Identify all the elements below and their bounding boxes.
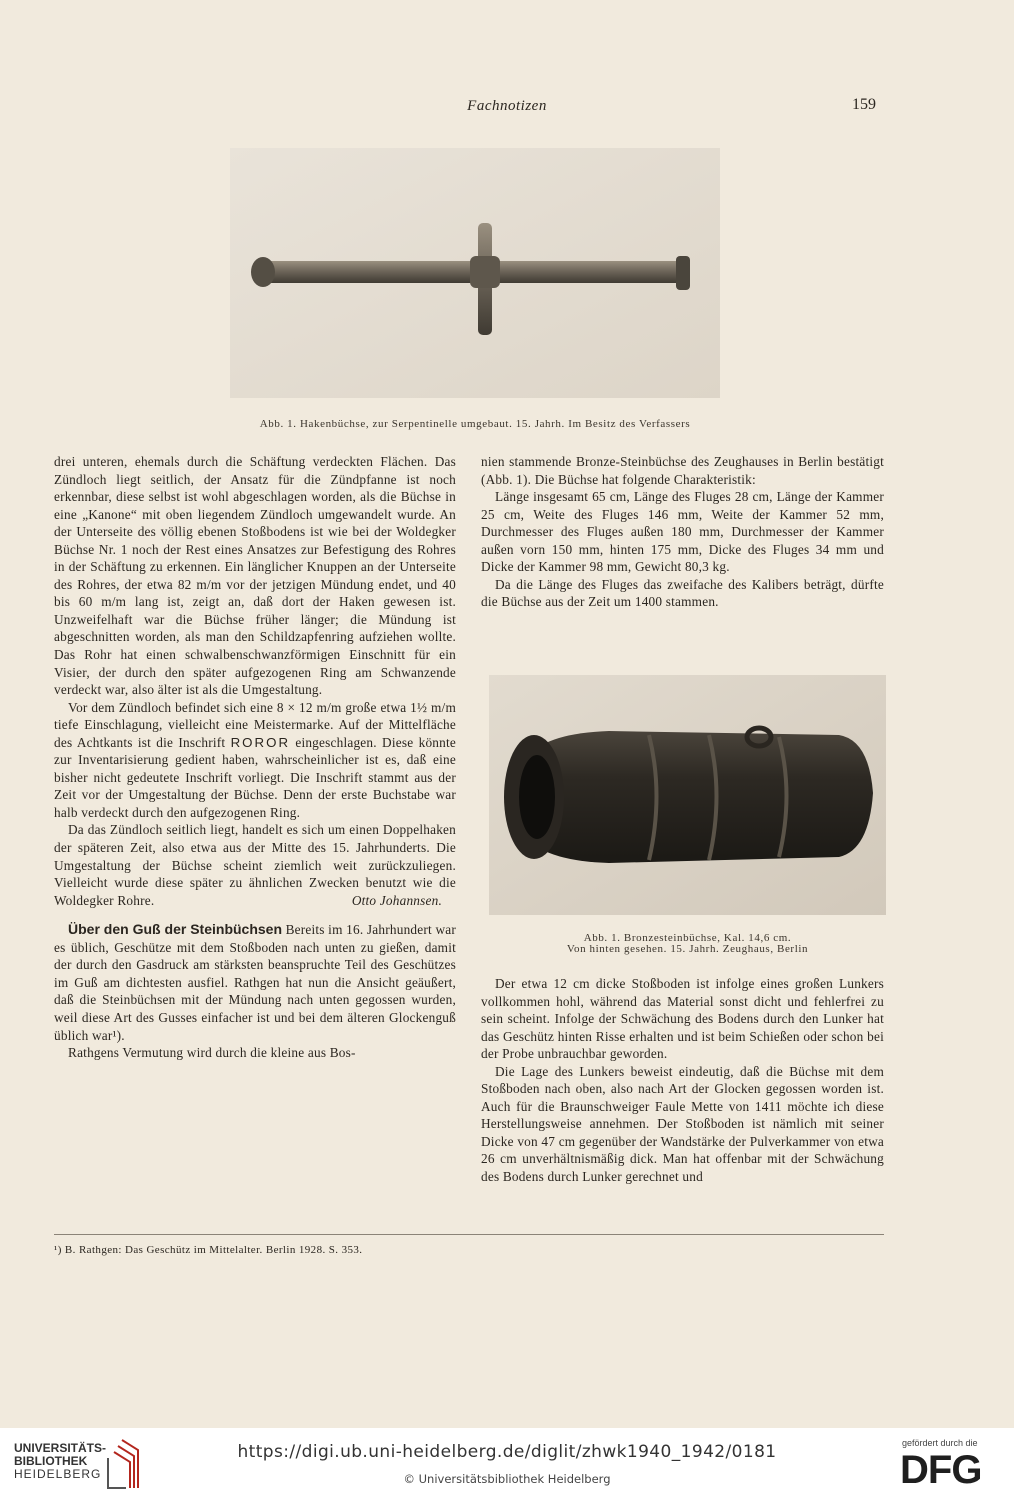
caption-line: Von hinten gesehen. 15. Jahrh. Zeughaus, Berlin (566, 943, 809, 955)
paragraph: nien stammende Bronze-Steinbüchse des Zeughauses in Berlin bestätigt (Abb. 1). Die Büchse hat folgende Charakteristik: (481, 454, 884, 487)
paragraph: Die Lage des Lunkers beweist eindeutig, daß die Büchse mit dem Stoßboden nach oben, also nach Art der Glocken gegossen worden ist. Auch für die Braunschweiger Faule Mette von 1411 möchte ich diese Herstellungsweise annehmen. Der Stoßboden ist nämlich mit seiner Dicke von 47 cm gegenüber der Wandstärke der Pulverkammer von etwa 26 cm unverhältnismäßig dick. Man hat offenbar mit der Schwächung des Bodens durch Lunker gerechnet und (481, 1063, 884, 1185)
dfg-logo[interactable]: DFG (900, 1448, 982, 1492)
paragraph: Da die Länge des Fluges das zweifache des Kalibers beträgt, dürfte die Büchse aus der Zeit um 1400 stammen. (481, 576, 884, 610)
permalink-url[interactable]: https://digi.ub.uni-heidelberg.de/diglit/zhwk1940_1942/0181 (237, 1442, 777, 1462)
footnote: ¹) B. Rathgen: Das Geschütz im Mittelalter. Berlin 1928. S. 353. (54, 1244, 363, 1256)
library-logo[interactable]: UNIVERSITÄTS- BIBLIOTHEK HEIDELBERG (14, 1441, 107, 1481)
paragraph: Der etwa 12 cm dicke Stoßboden ist infolge eines großen Lunkers vollkommen hohl, während das Material sonst dicht und fehlerfrei zu sein scheint. Infolge der Schwächung des Bodens durch den Lunker hat das Geschütz hinten Risse erhalten und ist beim Schießen oder schon bei der Probe unbrauchbar geworden. (481, 976, 884, 1062)
footnote-divider (54, 1234, 884, 1235)
viewer-footer (0, 1428, 1014, 1500)
figure-1-caption: Abb. 1. Hakenbüchse, zur Serpentinelle umgebaut. 15. Jahrh. Im Besitz des Verfassers (259, 418, 691, 430)
paragraph: Länge insgesamt 65 cm, Länge des Fluges 28 cm, Länge der Kammer 25 cm, Weite des Fluges 146 mm, Weite der Kammer 52 mm, Durchmesser des Fluges außen 180 mm, Durchmesser der Kammer außen vorn 150 mm, hinten 175 mm, Dicke des Fluges 34 mm und Dicke der Kammer 98 mm, Gewicht 80,3 kg. (481, 489, 884, 575)
paragraph: drei unteren, ehemals durch die Schäftung verdeckten Flächen. Das Zündloch liegt seitlich, der Ansatz für die Zündpfanne ist noch erkennbar, diese selbst ist wohl abgeschlagen worden, als die Büchse in eine „Kanone“ mit oben liegendem Zündloch umgewandelt wurde. An der Unterseite des völlig ebenen Stoßbodens ist wie bei der Woldegker Büchse Nr. 1 noch der Rest eines Ansatzes zur Befestigung des Rohres in der Schäftung zu erkennen. Ein länglicher Knuppen an der Unterseite des Rohres, der etwa 82 m/m vor der jetzigen Mündung endet, und 40 bis 60 m/m lang ist, zeigt an, daß dort der Haken gewesen ist. Unzweifelhaft war die Büchse früher länger; die Mündung ist abgeschnitten worden, als man den Schildzapfenring aufziehen wollte. Das Rohr hat einen schwalbenschwanzförmigen Einschnitt für ein Visier, der durch den später aufgezogenen Ring am Schwanzende verdeckt war, also älter ist als die Umgestaltung. (54, 454, 456, 698)
running-head: Fachnotizen (467, 98, 547, 114)
paragraph: Über den Guß der Steinbüchsen Bereits im 16. Jahrhundert war es üblich, Geschütze mit dem Stoßboden nach unten zu gießen, damit der durch den Gasdruck am stärksten beanspruchte Teil des Geschützes im Guß am dichtesten ausfiel. Rathgen hat nun die Ansicht geäußert, daß die Steinbüchsen mit der Mündung nach unten gegossen wurden, weil diese Art des Gusses einfacher ist und bei dem älteren Glockenguß üblich war¹). (54, 921, 456, 1043)
figure-1-photo (230, 148, 720, 398)
caption-line: Abb. 1. Bronzesteinbüchse, Kal. 14,6 cm. (583, 932, 792, 944)
funder-label: gefördert durch die (902, 1438, 978, 1448)
figure-2-photo (489, 675, 886, 915)
author-signature: Otto Johannsen. (351, 892, 442, 908)
right-column-lower (481, 975, 884, 1186)
paragraph: Rathgens Vermutung wird durch die kleine aus Bos- (68, 1045, 356, 1061)
right-column-upper (481, 453, 884, 611)
copyright-notice: © Universitätsbibliothek Heidelberg (403, 1472, 611, 1486)
left-column (54, 453, 456, 1062)
paragraph: Da das Zündloch seitlich liegt, handelt es sich um einen Doppelhaken der späteren Zeit, also etwa aus der Mitte des 15. Jahrhunderts. Die Umgestaltung der Büchse scheint ziemlich weit zurückzuliegen. Vielleicht wurde diese später zu ähnlichen Zwecken benutzt wie die Woldegker Rohre. (54, 822, 456, 908)
page-number: 159 (852, 96, 876, 113)
paragraph: Vor dem Zündloch befindet sich eine 8 × 12 m/m große etwa 1½ m/m tiefe Einschlagung, vielleicht eine Meistermarke. Auf der Mittelfläche des Achtkants ist die Inschrift ROROR eingeschlagen. Diese könnte zur Inventarisierung gedient haben, wahrscheinlicher ist es, daß eine bisher nicht gedeutete Inschrift vorliegt. Die Inschrift stammt aus der Zeit vor der Umgestaltung der Büchse. Denn der erste Buchstabe war halb verdeckt durch den aufgezogenen Ring. (54, 699, 457, 820)
figure-2-caption (489, 933, 886, 955)
inscription: ROROR (230, 734, 291, 750)
section-heading: Über den Guß der Steinbüchsen (68, 921, 283, 938)
